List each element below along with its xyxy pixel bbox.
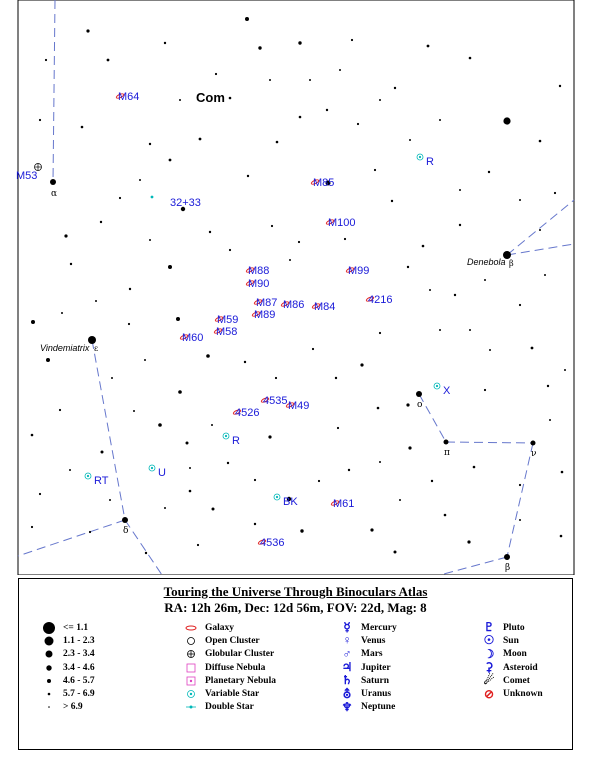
star-dot xyxy=(149,143,151,145)
star-dot xyxy=(469,329,471,331)
legend-mag-row: > 6.9 xyxy=(39,701,95,714)
star-dot xyxy=(391,200,393,202)
star-dot xyxy=(89,531,91,533)
star-dot xyxy=(45,59,47,61)
star-dot xyxy=(544,274,546,276)
pluto-icon: ♇ xyxy=(483,620,495,635)
star-dot xyxy=(467,540,470,543)
greek-letter-label: ε xyxy=(94,344,99,353)
legend-planet-row: ⛢ Uranus xyxy=(337,687,397,700)
star-dot xyxy=(168,265,172,269)
star-dot xyxy=(377,407,380,410)
star-dot xyxy=(86,29,89,32)
star-dot-icon xyxy=(39,674,59,688)
object-label: 4535 xyxy=(263,395,288,407)
star-dot xyxy=(189,490,192,493)
star-dot xyxy=(39,493,41,495)
legend-mag-row: 3.4 - 4.6 xyxy=(39,661,95,674)
object-label: M64 xyxy=(118,91,140,103)
star-dot xyxy=(422,245,425,248)
star-dot xyxy=(431,480,433,482)
legend-panel xyxy=(18,578,573,750)
star-dot xyxy=(50,179,56,185)
object-label: 4536 xyxy=(260,537,285,549)
star-dot xyxy=(439,119,441,121)
star-dot xyxy=(211,424,213,426)
venus-icon: ♀ xyxy=(342,633,352,648)
star-dot xyxy=(245,17,249,21)
star-dot-icon xyxy=(39,661,59,675)
star-dot xyxy=(547,385,549,387)
jupiter-icon: ♃ xyxy=(341,660,353,675)
object-label: U xyxy=(158,467,166,479)
star-dot xyxy=(144,359,146,361)
star-dot xyxy=(129,288,131,290)
star-dot xyxy=(539,229,541,231)
star-dot xyxy=(379,461,381,463)
star-dot xyxy=(31,434,34,437)
object-label: M87 xyxy=(256,297,278,309)
mars-icon: ♂ xyxy=(342,646,352,661)
star-dot xyxy=(212,508,215,511)
uranus-icon: ⛢ xyxy=(342,686,352,701)
object-label: M99 xyxy=(348,265,370,277)
legend-planet-row: ♀ Venus xyxy=(337,634,397,647)
star-dot xyxy=(337,427,339,429)
star-dot-icon xyxy=(39,647,59,661)
saturn-icon: ♄ xyxy=(341,673,353,688)
star-dot xyxy=(69,469,71,471)
moon-icon: ☽ xyxy=(483,646,495,661)
legend-planet-row: ☽ Moon xyxy=(479,648,543,661)
object-label: R xyxy=(426,156,434,168)
object-label: M90 xyxy=(248,278,270,290)
object-label: BK xyxy=(283,496,298,508)
star-dot xyxy=(119,197,121,199)
star-dot xyxy=(473,466,476,469)
object-label: M59 xyxy=(217,314,239,326)
star-dot xyxy=(374,169,376,171)
star-dot xyxy=(247,175,249,177)
star-dot xyxy=(429,289,431,291)
star-dot xyxy=(489,349,491,351)
star-dot xyxy=(406,403,409,406)
planetary-nebula-icon xyxy=(181,676,201,686)
legend-type-row: Open Cluster xyxy=(181,634,276,647)
object-label: 32+33 xyxy=(170,197,201,209)
object-label: RT xyxy=(94,475,109,487)
star-dot xyxy=(531,441,536,446)
asteroid-icon: ⚳ xyxy=(484,660,494,675)
legend-type-row: Diffuse Nebula xyxy=(181,661,276,674)
star-dot xyxy=(379,99,381,101)
star-dot xyxy=(519,484,521,486)
star-dot xyxy=(206,354,210,358)
star-dot xyxy=(394,551,397,554)
legend-mag-row: 4.6 - 5.7 xyxy=(39,674,95,687)
diffuse-nebula-icon xyxy=(181,663,201,673)
star-dot xyxy=(335,377,337,379)
star-dot xyxy=(312,348,314,350)
galaxy-icon xyxy=(181,623,201,633)
star-dot xyxy=(484,279,486,281)
star-dot xyxy=(370,528,373,531)
star-dot xyxy=(554,192,556,194)
star-dot xyxy=(399,499,401,501)
star-dot xyxy=(560,535,563,538)
star-dot xyxy=(344,238,346,240)
star-dot xyxy=(59,409,61,411)
comet-icon: ☄ xyxy=(483,673,495,688)
star-dot xyxy=(407,266,409,268)
star-dot xyxy=(61,312,63,314)
star-dot xyxy=(298,41,301,44)
legend-planets-a xyxy=(337,621,397,714)
sun-icon: ☉ xyxy=(483,633,495,648)
star-dot xyxy=(254,523,256,525)
open-cluster-icon xyxy=(181,636,201,646)
star-dot xyxy=(133,410,135,412)
object-label: M49 xyxy=(288,400,310,412)
star-dot-icon xyxy=(39,700,59,714)
greek-letter-label: δ xyxy=(123,526,129,536)
star-dot xyxy=(379,332,381,334)
star-dot xyxy=(46,358,50,362)
star-dot xyxy=(197,544,199,546)
constellation-label: Com xyxy=(196,90,225,105)
legend-planet-row: ⚳ Asteroid xyxy=(479,661,543,674)
star-dot xyxy=(484,389,486,391)
legend-planet-row: ♃ Jupiter xyxy=(337,661,397,674)
star-dot xyxy=(164,42,166,44)
greek-letter-label: α xyxy=(51,189,58,199)
object-label: M60 xyxy=(182,332,204,344)
legend-planet-row: ♄ Saturn xyxy=(337,674,397,687)
star-dot xyxy=(269,79,271,81)
star-dot xyxy=(31,320,35,324)
object-label: M86 xyxy=(283,299,305,311)
star-dot xyxy=(122,517,128,523)
star-dot xyxy=(209,231,211,233)
star-name-vindemiatrix: Vindemiatrix xyxy=(40,343,90,353)
neptune-icon: ♆ xyxy=(341,699,353,714)
star-dot xyxy=(169,159,172,162)
legend-planet-row: ♆ Neptune xyxy=(337,701,397,714)
star-dot xyxy=(271,225,273,227)
star-dot xyxy=(539,140,542,143)
globular-cluster-icon xyxy=(181,649,201,659)
star-dot xyxy=(178,390,182,394)
legend-object-types xyxy=(181,621,276,714)
star-dot xyxy=(459,189,461,191)
legend-planet-row: ☉ Sun xyxy=(479,634,543,647)
star-name-denebola: Denebola xyxy=(467,257,506,267)
star-dot xyxy=(139,179,141,181)
object-label: M61 xyxy=(333,498,355,510)
star-dot xyxy=(39,119,41,121)
object-label: M84 xyxy=(314,301,336,313)
star-dot xyxy=(149,239,151,241)
star-dot xyxy=(561,471,564,474)
object-label: 4216 xyxy=(368,294,393,306)
star-dot xyxy=(469,57,472,60)
star-dot xyxy=(357,123,359,125)
legend-mag-row: 1.1 - 2.3 xyxy=(39,634,95,647)
star-dot xyxy=(70,263,72,265)
star-dot xyxy=(31,526,33,528)
star-dot xyxy=(164,507,166,509)
atlas-subtitle: RA: 12h 26m, Dec: 12d 56m, FOV: 22d, Mag: 8 xyxy=(164,600,427,615)
star-dot xyxy=(318,480,320,482)
star-dot xyxy=(444,514,447,517)
star-dot xyxy=(439,329,441,331)
star-dot xyxy=(199,138,202,141)
legend-planet-row: ♇ Pluto xyxy=(479,621,543,634)
star-dot xyxy=(298,241,300,243)
star-dot xyxy=(519,519,521,521)
legend-planets-b xyxy=(479,621,543,701)
legend-type-row: Double Star xyxy=(181,701,276,714)
star-dot xyxy=(309,79,311,81)
star-dot xyxy=(459,224,461,226)
star-dot xyxy=(503,117,510,124)
star-dot xyxy=(564,369,566,371)
unknown-icon: ⊘ xyxy=(483,686,495,701)
star-dot xyxy=(454,294,456,296)
star-dot xyxy=(488,171,490,173)
star-dot xyxy=(351,39,353,41)
star-dot xyxy=(339,69,341,71)
object-label: M100 xyxy=(328,217,356,229)
star-dot xyxy=(289,259,291,261)
star-dot xyxy=(176,317,180,321)
star-dot xyxy=(215,73,217,75)
legend-planet-row: ☄ Comet xyxy=(479,674,543,687)
legend-planet-row: ☿ Mercury xyxy=(337,621,397,634)
star-dot xyxy=(229,97,232,100)
star-dot xyxy=(229,249,231,251)
legend-planet-row: ♂ Mars xyxy=(337,648,397,661)
star-dot xyxy=(158,423,162,427)
star-dot xyxy=(145,552,147,554)
star-dot-icon xyxy=(39,687,59,701)
star-dot xyxy=(427,45,430,48)
star-dot-icon xyxy=(39,621,59,635)
object-label: M85 xyxy=(313,177,335,189)
star-dot xyxy=(360,363,363,366)
double-star-marker xyxy=(151,196,154,199)
star-dot xyxy=(95,300,97,302)
legend-type-row: Planetary Nebula xyxy=(181,674,276,687)
star-dot xyxy=(179,99,181,101)
legend-mag-row: <= 1.1 xyxy=(39,621,95,634)
star-dot xyxy=(299,116,302,119)
star-dot xyxy=(276,141,279,144)
star-dot xyxy=(531,347,534,350)
star-dot xyxy=(268,435,271,438)
star-dot xyxy=(559,85,561,87)
greek-letter-label: ν xyxy=(531,449,537,459)
object-label: X xyxy=(443,385,451,397)
legend-mag-row: 2.3 - 3.4 xyxy=(39,648,95,661)
legend-type-row: Variable Star xyxy=(181,687,276,700)
star-dot xyxy=(416,391,422,397)
star-dot xyxy=(519,304,521,306)
star-dot xyxy=(189,467,191,469)
star-dot xyxy=(275,377,277,379)
mercury-icon: ☿ xyxy=(343,620,351,635)
legend-type-row: Galaxy xyxy=(181,621,276,634)
star-dot xyxy=(409,139,411,141)
legend-planet-row: ⊘ Unknown xyxy=(479,687,543,700)
star-dot xyxy=(254,479,256,481)
object-label: M89 xyxy=(254,309,276,321)
greek-letter-label: β xyxy=(509,259,514,268)
star-dot xyxy=(64,234,67,237)
star-dot xyxy=(107,59,110,62)
greek-letter-label: β xyxy=(505,563,511,573)
star-dot xyxy=(244,361,246,363)
star-dot xyxy=(394,87,396,89)
star-dot xyxy=(348,469,350,471)
greek-letter-label: π xyxy=(444,448,450,458)
star-dot xyxy=(326,109,328,111)
star-dot-icon xyxy=(39,634,59,648)
chart-frame xyxy=(18,0,574,575)
star-dot xyxy=(111,377,113,379)
star-dot xyxy=(408,446,411,449)
star-dot xyxy=(519,199,521,201)
star-dot xyxy=(227,462,229,464)
legend-magnitudes xyxy=(39,621,95,714)
star-dot xyxy=(81,126,84,129)
star-dot xyxy=(444,440,449,445)
star-dot xyxy=(186,442,189,445)
star-dot xyxy=(109,499,111,501)
legend-mag-row: 5.7 - 6.9 xyxy=(39,687,95,700)
double-star-icon xyxy=(181,702,201,712)
star-dot xyxy=(101,451,104,454)
object-label: R xyxy=(232,435,240,447)
star-dot xyxy=(128,323,130,325)
legend-type-row: Globular Cluster xyxy=(181,648,276,661)
object-label: M88 xyxy=(248,265,270,277)
object-label: M58 xyxy=(216,326,238,338)
variable-star-icon xyxy=(181,689,201,699)
object-label: 4526 xyxy=(235,407,260,419)
object-label: M53 xyxy=(16,170,38,182)
greek-letter-label: ο xyxy=(417,400,423,410)
atlas-title: Touring the Universe Through Binoculars Atlas xyxy=(163,584,428,599)
star-dot xyxy=(258,46,261,49)
star-dot xyxy=(504,554,510,560)
star-dot xyxy=(549,419,551,421)
star-dot xyxy=(300,529,303,532)
star-dot xyxy=(100,221,102,223)
